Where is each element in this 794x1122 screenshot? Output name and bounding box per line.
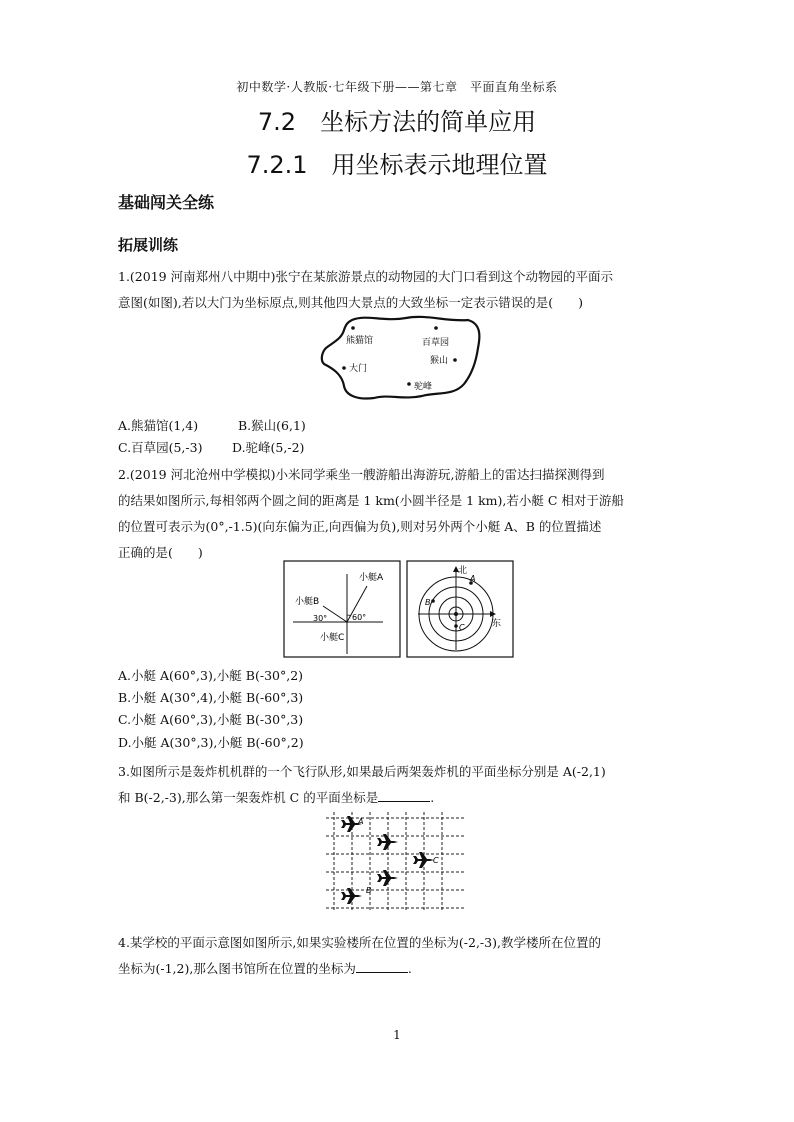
q1-option-d: D.驼峰(5,-2) [232,440,305,455]
north-label: 北 [458,566,468,576]
q2-line3: 的位置可表示为(0°,-1.5)(向东偏为正,向西偏为负),则对另外两个小艇 A、B 的位置描述 [118,519,602,534]
q2-text [118,462,678,566]
monkey-dot [453,358,457,362]
radar-point-b [431,599,435,603]
plane-c-label: C [433,856,439,865]
panda-label: 熊猫馆 [346,336,374,346]
boat-b-label: 小艇B [295,597,320,607]
q3-line2-end: . [430,790,435,805]
q3-answer-blank [378,788,430,802]
extended-practice-heading: 拓展训练 [118,236,179,254]
plane-icon [377,834,398,850]
camel-dot [407,382,411,386]
garden-dot [434,326,438,330]
basic-practice-heading: 基础闯关全练 [118,193,215,212]
q1-line1: 1.(2019 河南郑州八中期中)张宁在某旅游景点的动物园的大门口看到这个动物园的平面示 [118,269,613,284]
q4-line2-wrap [118,956,678,982]
plane-icon [377,870,398,886]
running-header: 初中数学·人教版·七年级下册——第七章 平面直角坐标系 [236,80,558,94]
q2-option-d: D.小艇 A(30°,3),小艇 B(-60°,2) [118,735,304,750]
radar-c-label: C [459,623,465,632]
radar-center-dot [454,612,458,616]
plane-a-label: A [358,817,364,826]
radar-point-c [454,624,458,628]
q4-text [118,930,678,982]
zoo-map-figure [318,312,486,402]
section-title: 7.2 坐标方法的简单应用 [257,108,537,136]
q1-line2: 意图(如图),若以大门为坐标原点,则其他四大景点的大致坐标一定表示错误的是( ) [118,295,583,310]
radar-figure [406,560,514,658]
q4-line1: 4.某学校的平面示意图如图所示,如果实验楼所在位置的坐标为(-2,-3),教学楼所在位置的 [118,935,601,950]
gate-dot [342,366,346,370]
plane-b-label: B [366,886,372,895]
q1-option-b: B.猴山(6,1) [238,418,306,433]
garden-label: 百草园 [422,338,450,348]
camel-label: 驼峰 [414,382,433,392]
boat-angle-figure [283,560,401,658]
q3-line2: 和 B(-2,-3),那么第一架轰炸机 C 的平面坐标是 [118,790,379,805]
zoo-boundary [322,317,480,399]
page-number: 1 [393,1028,401,1042]
gate-label: 大门 [349,364,368,374]
angle-60-label: 60° [352,613,367,622]
q2-line2: 的结果如图所示,每相邻两个圆之间的距离是 1 km(小圆半径是 1 km),若小艇 C 相对于游船 [118,493,624,508]
east-label: 东 [492,619,502,629]
q2-line1: 2.(2019 河北沧州中学模拟)小米同学乘坐一艘游船出海游玩,游船上的雷达扫描探测得到 [118,467,605,482]
q3-line2-wrap [118,785,678,811]
boat-a-label: 小艇A [359,573,384,583]
q4-line2-end: . [407,961,412,976]
q3-line1: 3.如图所示是轰炸机机群的一个飞行队形,如果最后两架轰炸机的平面坐标分别是 A(-2,1) [118,764,606,779]
q2-option-a: A.小艇 A(60°,3),小艇 B(-30°,2) [118,668,304,683]
q2-option-c: C.小艇 A(60°,3),小艇 B(-30°,3) [118,712,304,727]
q1-option-c: C.百草园(5,-3) [118,440,203,455]
q2-line4: 正确的是( ) [118,545,203,560]
q1-text [118,264,678,316]
monkey-label: 猴山 [430,356,449,366]
bomber-formation-figure [326,812,466,912]
radar-b-label: B [425,598,431,607]
q4-answer-blank [356,959,408,973]
panda-dot [351,326,355,330]
boat-c-label: 小艇C [320,633,345,643]
angle-30-label: 30° [313,614,328,623]
q2-option-b: B.小艇 A(30°,4),小艇 B(-60°,3) [118,690,304,705]
radar-a-label: A [470,574,476,583]
subsection-title: 7.2.1 用坐标表示地理位置 [246,151,548,179]
q4-line2: 坐标为(-1,2),那么图书馆所在位置的坐标为 [118,961,356,976]
q3-text [118,759,678,811]
q1-option-a: A.熊猫馆(1,4) [118,418,199,433]
